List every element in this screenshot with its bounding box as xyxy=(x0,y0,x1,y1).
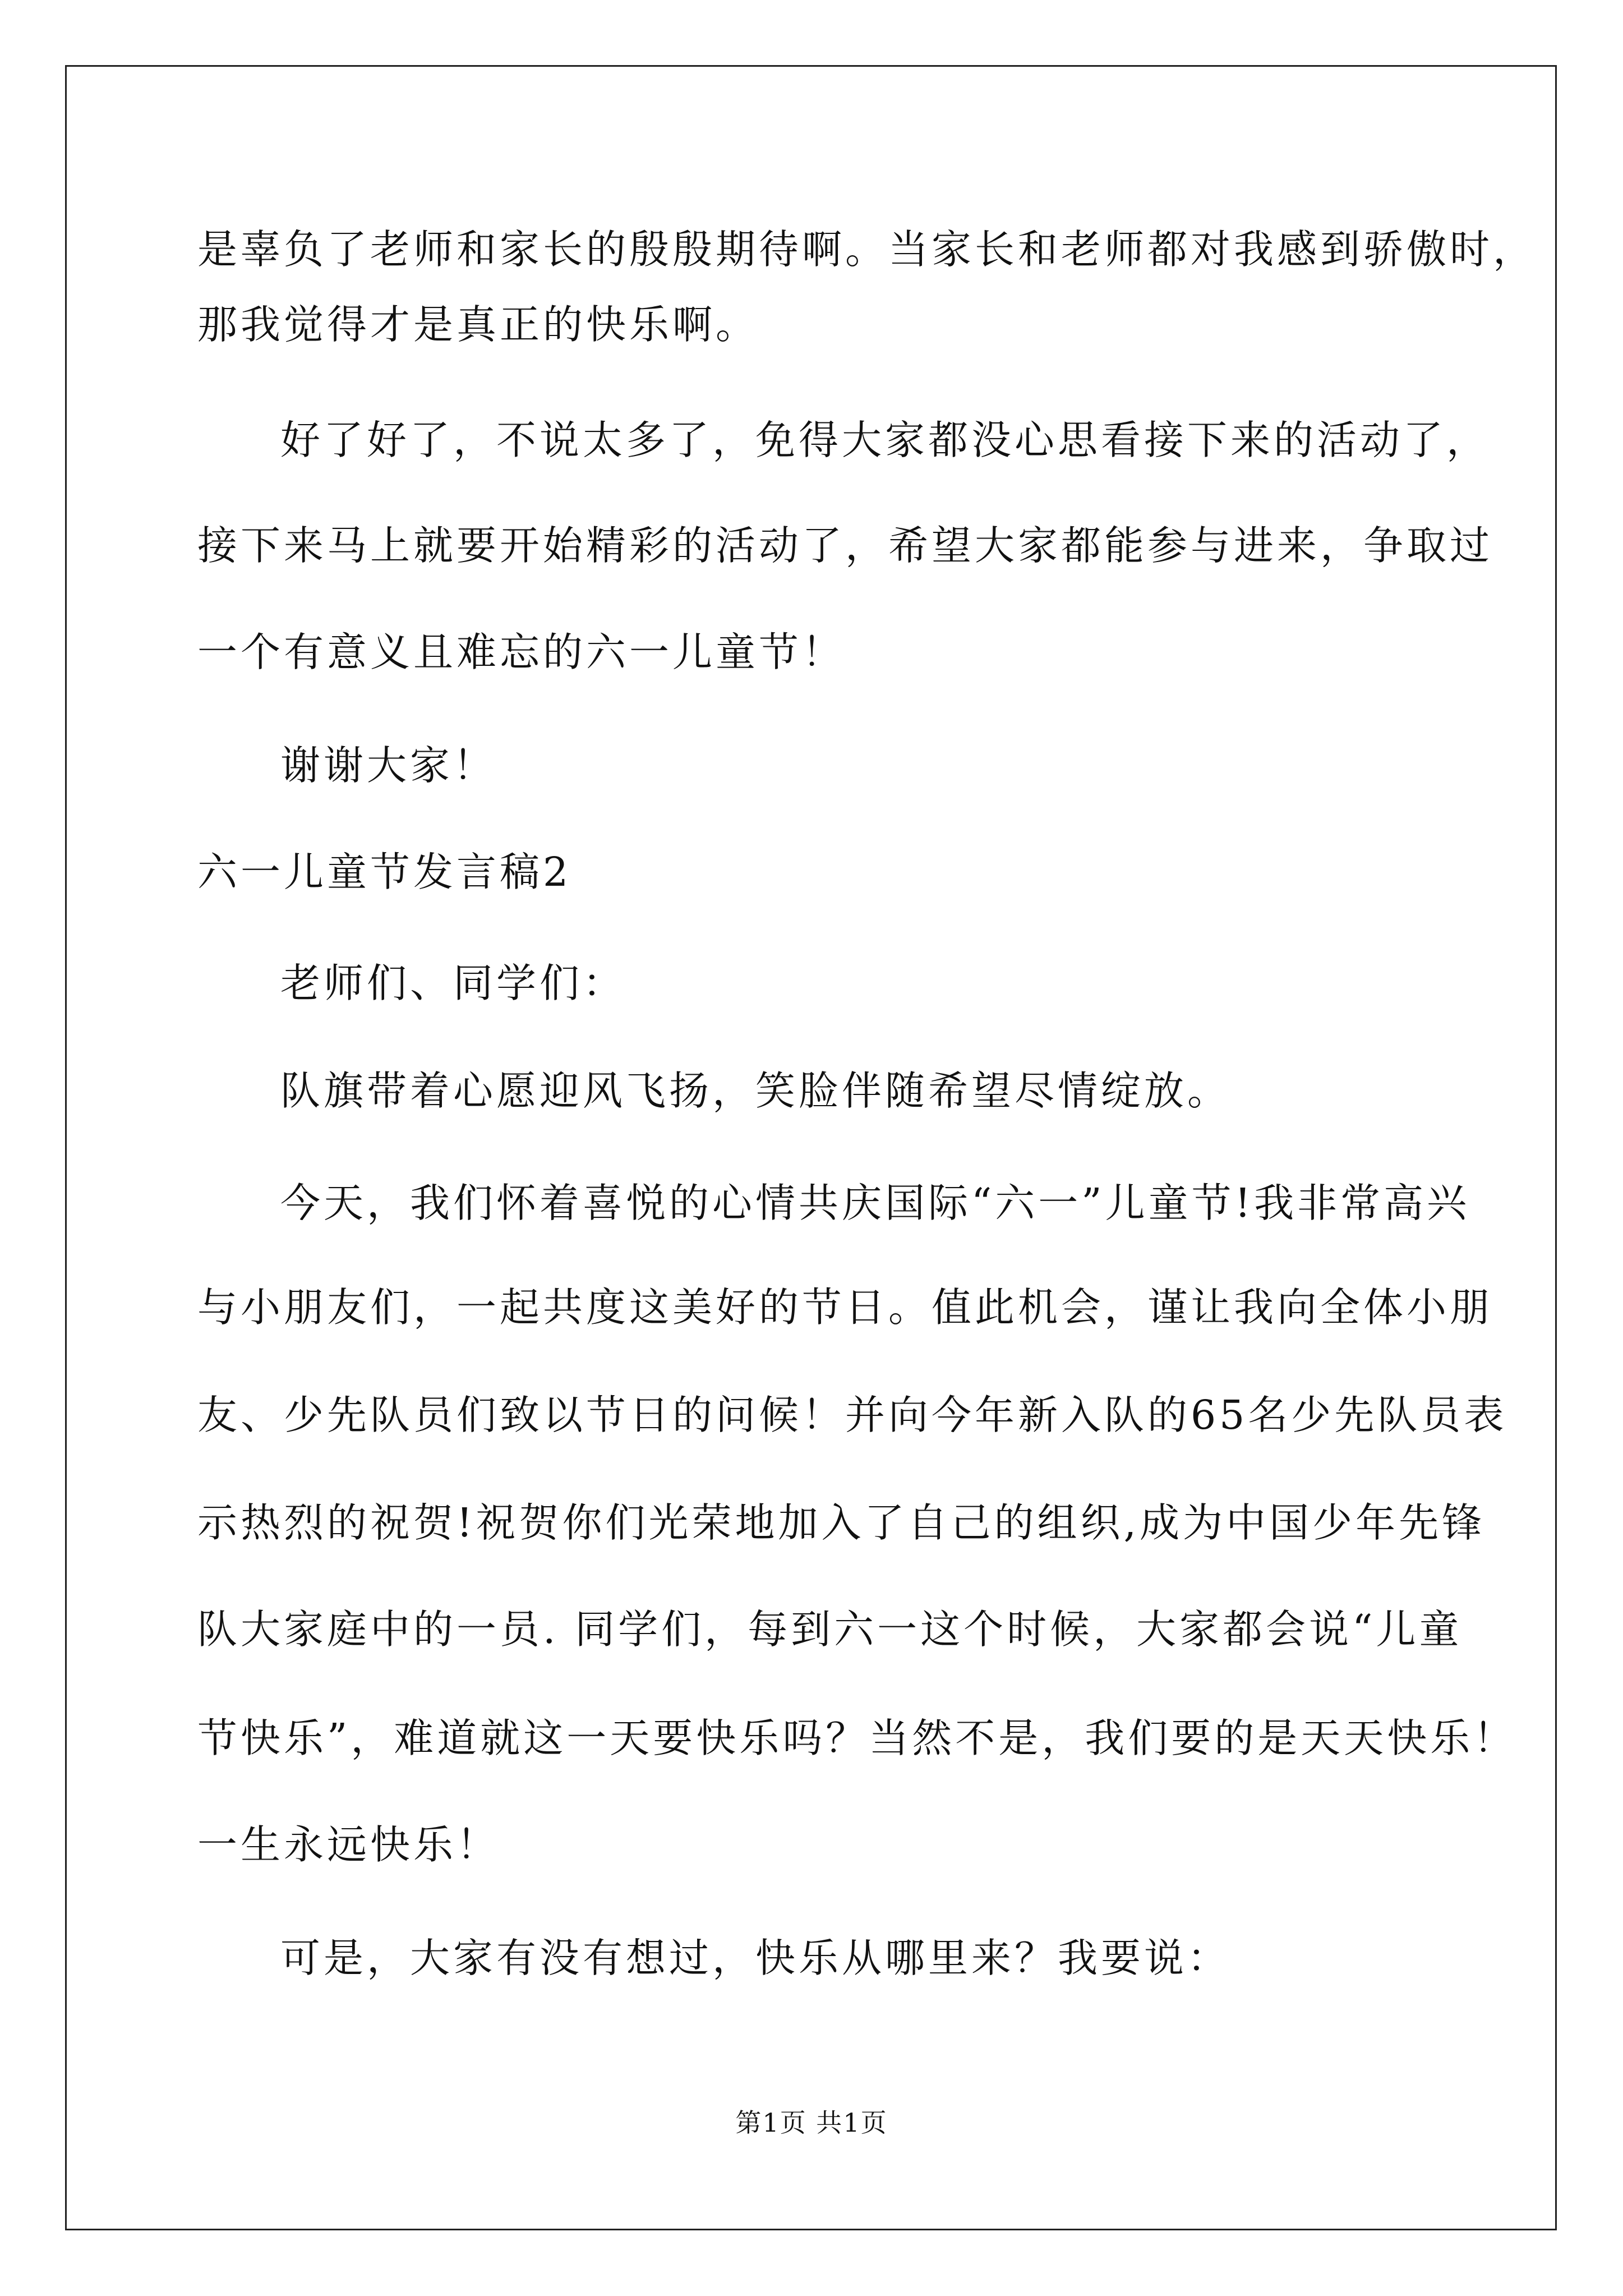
text-line: 队大家庭中的一员. 同学们，每到六一这个时候，大家都会说“儿童 xyxy=(197,1606,1463,1653)
text-line: 一生永远快乐！ xyxy=(197,1821,500,1868)
text-line: 接下来马上就要开始精彩的活动了，希望大家都能参与进来，争取过 xyxy=(197,522,1493,569)
text-line: 与小朋友们，一起共度这美好的节日。值此机会，谨让我向全体小朋 xyxy=(197,1284,1493,1331)
text-line: 节快乐”，难道就这一天要快乐吗？当然不是，我们要的是天天快乐！ xyxy=(197,1715,1517,1761)
paragraph-start-line: 谢谢大家！ xyxy=(280,742,497,789)
paragraph-start-line: 队旗带着心愿迎风飞扬，笑脸伴随希望尽情绽放。 xyxy=(280,1068,1231,1114)
page-footer: 第1页 共1页 xyxy=(735,2108,888,2138)
salutation-line: 老师们、同学们： xyxy=(280,960,626,1006)
section-heading: 六一儿童节发言稿2 xyxy=(197,849,572,895)
text-line: 一个有意义且难忘的六一儿童节！ xyxy=(197,629,846,675)
paragraph-start-line: 今天，我们怀着喜悦的心情共庆国际“六一”儿童节!我非常高兴 xyxy=(280,1180,1470,1226)
paragraph-start-line: 好了好了，不说太多了，免得大家都没心思看接下来的活动了， xyxy=(280,417,1490,463)
text-line: 那我觉得才是真正的快乐啊。 xyxy=(197,301,759,348)
text-line: 是辜负了老师和家长的殷殷期待啊。当家长和老师都对我感到骄傲时， xyxy=(197,226,1537,273)
text-line: 示热烈的祝贺!祝贺你们光荣地加入了自己的组织,成为中国少年先锋 xyxy=(197,1499,1486,1546)
text-line: 友、少先队员们致以节日的问候！并向今年新入队的65名少先队员表 xyxy=(197,1392,1507,1438)
page-border xyxy=(65,65,1557,2230)
paragraph-start-line: 可是，大家有没有想过，快乐从哪里来？我要说： xyxy=(280,1935,1231,1981)
